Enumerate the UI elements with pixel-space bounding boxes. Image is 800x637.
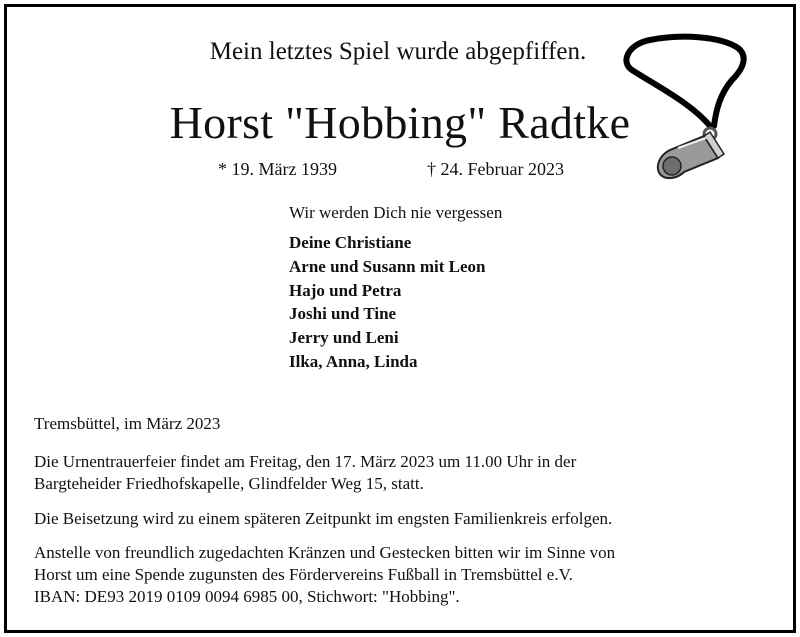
burial-notice: Die Beisetzung wird zu einem späteren Zeitpunkt im engsten Familienkreis erfolgen. xyxy=(34,509,613,528)
mourner-name: Arne und Susann mit Leon xyxy=(289,257,486,276)
place-date: Tremsbüttel, im März 2023 xyxy=(34,414,221,433)
death-date: † 24. Februar 2023 xyxy=(427,159,564,179)
mourner-name: Ilka, Anna, Linda xyxy=(289,352,418,371)
mourners-intro: Wir werden Dich nie vergessen xyxy=(289,203,503,222)
donation-line-3: IBAN: DE93 2019 0109 0094 6985 00, Stichwort: "Hobbing". xyxy=(34,587,460,606)
mourner-name: Deine Christiane xyxy=(289,233,412,252)
mourner-name: Joshi und Tine xyxy=(289,304,397,323)
donation-line-2: Horst um eine Spende zugunsten des Fördervereins Fußball in Tremsbüttel e.V. xyxy=(34,565,573,584)
notice-motto: Mein letztes Spiel wurde abgepfiffen. xyxy=(209,38,587,65)
mourner-name: Jerry und Leni xyxy=(289,328,399,347)
donation-line-1: Anstelle von freundlich zugedachten Kränzen und Gestecken bitten wir im Sinne von xyxy=(34,543,616,562)
ceremony-line-2: Bargteheider Friedhofskapelle, Glindfelder Weg 15, statt. xyxy=(34,474,424,493)
birth-date: * 19. März 1939 xyxy=(218,159,337,179)
deceased-name: Horst "Hobbing" Radtke xyxy=(169,97,631,148)
mourner-name: Hajo und Petra xyxy=(289,281,402,300)
referee-whistle-icon xyxy=(620,22,750,182)
ceremony-line-1: Die Urnentrauerfeier findet am Freitag, den 17. März 2023 um 11.00 Uhr in der xyxy=(34,452,577,471)
